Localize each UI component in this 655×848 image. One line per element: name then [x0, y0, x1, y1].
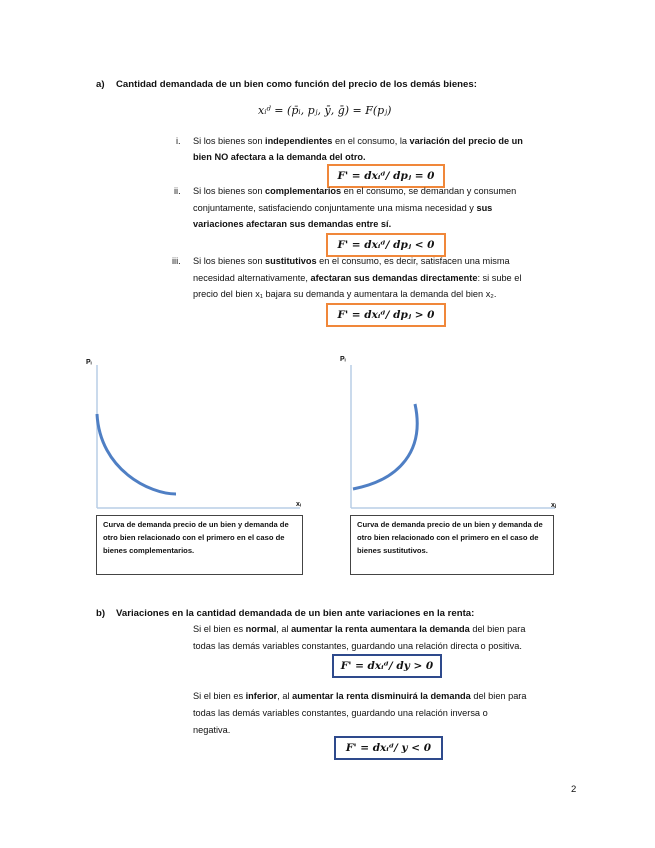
eq-substitutes: F' = dxᵢᵈ/ dpⱼ > 0: [326, 303, 446, 327]
section-b-title: Variaciones en la cantidad demandada de un bien ante variaciones en la renta:: [116, 608, 475, 619]
text-segment: : si sube el: [477, 273, 522, 283]
text-segment: del bien para: [469, 624, 526, 634]
chart-1-caption: Curva de demanda precio de un bien y demanda de otro bien relacionado con el primero en el caso de bienes complementarios.: [96, 515, 303, 575]
section-a-letter: a): [96, 79, 105, 90]
inferior-line-3: [193, 725, 230, 735]
demand-formula: xᵢᵈ = (p̄ᵢ, pⱼ, ȳ, ḡ) = F(pⱼ): [258, 104, 392, 117]
text-segment: todas las demás variables constantes, guardando una relación inversa o: [193, 708, 488, 718]
eq-normal-good: F' = dxᵢᵈ/ dy > 0: [332, 654, 442, 678]
text-segment: Si los bienes son: [193, 136, 266, 146]
section-a-title: Cantidad demandada de un bien como función del precio de los demás bienes:: [116, 79, 477, 90]
bold-segment: complementarios: [265, 186, 342, 196]
eq-complementary: F' = dxᵢᵈ/ dpⱼ < 0: [326, 233, 446, 257]
text-segment: Si el bien es: [193, 624, 246, 634]
text-segment: Si los bienes son: [193, 186, 266, 196]
section-b-letter: b): [96, 608, 106, 619]
bold-segment: independientes: [265, 136, 333, 146]
text-segment: Si el bien es: [193, 691, 246, 701]
inferior-line-2: [193, 708, 488, 718]
chart-1-xlabel: xᵢ: [296, 501, 301, 508]
item-i-number: i.: [176, 136, 181, 146]
normal-line-1: [193, 624, 525, 634]
bold-segment: aumentar la renta aumentara la demanda: [291, 624, 470, 634]
text-segment: en el consumo, la: [332, 136, 410, 146]
page-number: 2: [571, 784, 577, 795]
chart-2-caption: Curva de demanda precio de un bien y demanda de otro bien relacionado con el primero en el caso de bienes sustitutivos.: [350, 515, 554, 575]
text-segment: , al: [277, 691, 293, 701]
inferior-line-1: [193, 691, 526, 701]
eq-inferior-good: F' = dxᵢᵈ/ y < 0: [334, 736, 443, 760]
bold-segment: inferior: [245, 691, 278, 701]
chart-2-demand-curve: [353, 404, 417, 489]
text-segment: negativa.: [193, 725, 231, 735]
chart-2-ylabel: Pᵢ: [340, 356, 346, 363]
bold-segment: afectaran sus demandas directamente: [310, 273, 478, 283]
chart-1-ylabel: Pᵢ: [86, 359, 92, 366]
bold-segment: variaciones afectaran sus demandas entre sí.: [193, 219, 392, 229]
text-segment: del bien para: [470, 691, 527, 701]
bold-segment: aumentar la renta disminuirá la demanda: [292, 691, 471, 701]
text-segment: precio del bien x₁ bajara su demanda y aumentara la demanda del bien x₂.: [193, 289, 497, 299]
text-segment: en el consumo, se demandan y consumen: [341, 186, 517, 196]
bold-segment: bien NO afectara a la demanda del otro.: [193, 152, 366, 162]
text-segment: en el consumo, es decir, satisfacen una misma: [316, 256, 510, 266]
text-segment: Si los bienes son: [193, 256, 266, 266]
item-iii-number: iii.: [172, 256, 181, 266]
bold-segment: sus: [476, 203, 493, 213]
text-segment: necesidad alternativamente,: [193, 273, 311, 283]
bold-segment: sustitutivos: [265, 256, 317, 266]
eq-independent: F' = dxᵢᵈ/ dpⱼ = 0: [327, 164, 445, 188]
bold-segment: variación del precio de un: [409, 136, 523, 146]
text-segment: todas las demás variables constantes, guardando una relación directa o positiva.: [193, 641, 522, 651]
bold-segment: normal: [245, 624, 277, 634]
text-segment: conjuntamente, satisfaciendo conjuntamente una misma necesidad y: [193, 203, 477, 213]
normal-line-2: [193, 641, 522, 651]
text-segment: , al: [276, 624, 292, 634]
chart-1-demand-curve: [97, 414, 176, 494]
chart-2-xlabel: xⱼ: [551, 502, 557, 509]
item-ii-number: ii.: [174, 186, 181, 196]
